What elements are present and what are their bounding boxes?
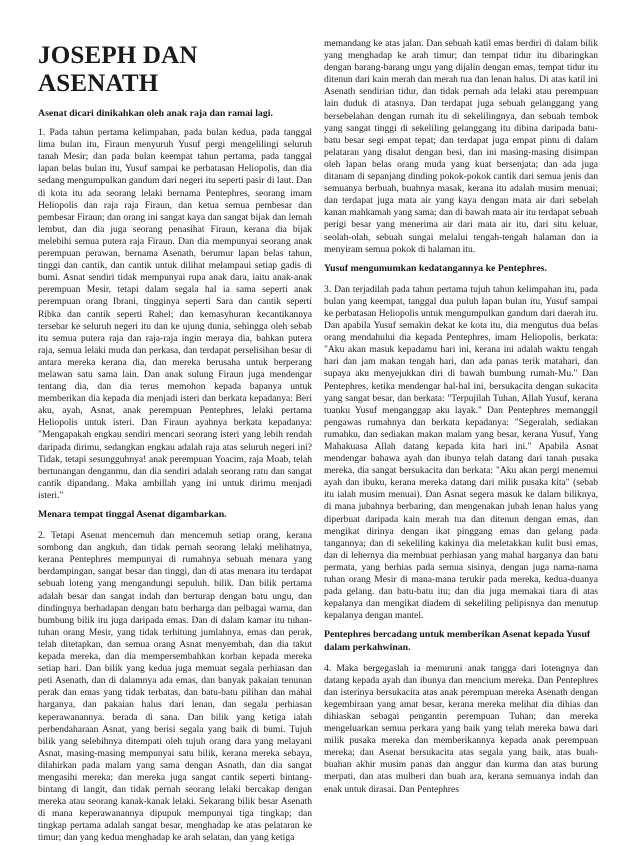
left-column: [38, 38, 312, 844]
paragraph-2-continued: memandang ke atas jalan. Dan sebuah katil emas berdiri di dalam bilik yang menghadap ke arah timur; dan tempat tidur itu dibaringkan dengan barang-barang ungu yang dijalin dengan emas, tempat tidur itu ditenun dari kain merah dan merah tua dan lenan halus. Di atas katil ini Asenath sendirian tidur, dan tidak pernah ada lelaki atau perempuan lain duduk di atasnya. Dan terdapat juga sebuah gelanggang yang bersebelahan dengan rumah itu di sekelilingnya, dan sebuah tembok yang sangat tinggi di sekeliling gelanggang itu dibina daripada batu-batu besar segi empat tepat; dan terdapat juga empat pintu di dalam pelataran yang disalut dengan besi, dan ini masing-masing disimpan oleh lapan belas orang muda yang kuat bersenjata; dan ada juga ditanam di sepanjang dinding pokok-pokok cantik dari semua jenis dan semuanya berbuah, buahnya masak, kerana itu adalah musim menuai; dan terdapat juga mata air yang kaya dengan mata air dari sebelah kanan mahkamah yang sama; dan di bawah mata air itu terdapat sebuah perigi besar yang menerima air dari mata air itu, dari situ keluar, seolah-olah, sebuah sungai melalui tengah-tengah halaman dan ia menyiram semua pokok di halaman itu.: [324, 38, 598, 255]
section-heading-marriage-proposal: Pentephres bercadang untuk memberikan Asenat kepada Yusuf dalam perkahwinan.: [324, 629, 591, 653]
document-subtitle: Asenat dicari dinikahkan oleh anak raja dan ramai lagi.: [38, 108, 273, 119]
section-heading-joseph-announces: Yusuf mengumumkan kedatangannya ke Pentephres.: [324, 262, 547, 274]
paragraph-1: 1. Pada tahun pertama kelimpahan, pada bulan kedua, pada tanggal lima bulan itu, Firaun menyuruh Yusuf pergi mengelilingi seluruh tanah Mesir; dan pada bulan keempat tahun pertama, pada tanggal lapan belas bulan itu, Yusuf sampai ke perbatasan Heliopolis, dan dia sedang mengumpulkan gandum dari negeri itu seperti pasir di laut. Dan di kota itu ada seorang lelaki bernama Pentephres, seorang imam Heliopolis dan raja raja Firaun, dan ketua semua pembesar dan pembesar Firaun; dan orang ini sangat kaya dan sangat bijak dan lemah lembut, dan dia juga seorang penasihat Firaun, kerana dia bijak melebihi semua putera raja Firaun. Dan dia mempunyai seorang anak perempuan perawan, bernama Asenath, berumur lapan belas tahun, tinggi dan cantik, dan cantik untuk dilihat melampaui setiap gadis di bumi. Asnat sendiri tidak mempunyai rupa anak dara, iaitu anak-anak perempuan Mesir, tetapi dalam segala hal ia sama seperti anak perempuan orang Ibrani, tingginya seperti Sara dan cantik seperti Ribka dan cantik seperti Rahel; dan kemasyhuran kecantikannya tersebar ke seluruh negeri itu dan ke ujung dunia, sehingga oleh sebab itu semua putera raja dan raja-raja ingin meraya dia, bahkan putera raja, semua lelaki muda dan perkasa, dan terdapat perselisihan besar di antara mereka kerana dia, dan mereka berusaha untuk berperang melawan satu sama lain. Dan anak sulung Firaun juga mendengar tentang dia, dan dia terus memohon kepada bapanya untuk memberikan dia kepada dia menjadi isteri dan berkata kepadanya: Beri aku, ayah, Asnat, anak perempuan Pentephres, lelaki pertama Heliopolis untuk isteri. Dan Firaun ayahnya berkata kepadanya: "Mengapakah engkau sendiri mencari seorang isteri yang lebih rendah daripada dirimu, sedangkan engkau adalah raja atas seluruh negeri ini? Tidak, tetapi sesungguhnya! anak perempuan Yoacim, raja Moab, telah bertunangan denganmu, dan dia sendiri adalah seorang ratu dan sangat cantik dipandang. Maka ambillah yang ini untuk dirimu menjadi isteri.": [38, 127, 312, 501]
page-title: JOSEPH DAN ASENATH: [38, 42, 198, 97]
right-column: [324, 38, 598, 826]
paragraph-2: 2. Tetapi Asenat mencemuh dan mencemuh setiap orang, kerana sombong dan angkuh, dan tidak pernah seorang lelaki melihatnya, kerana Pentephres mempunyai di rumahnya sebuah menara yang berdampingan, sangat besar dan tinggi, dan di atas menara itu terdapat sebuah loteng yang mengandungi sepuluh. bilik. Dan bilik pertama adalah besar dan sangat indah dan berturap dengan batu ungu, dan dindingnya berhadapan dengan batu berharga dan pelbagai warna, dan bumbung bilik itu juga daripada emas. Dan di dalam kamar itu tuhan-tuhan orang Mesir, yang tidak terhitung jumlahnya, emas dan perak, telah ditetapkan, dan semua orang Asnat menyembah, dan dia takut kepada mereka, dan dia mempersembahkan korban kepada mereka setiap hari. Dan bilik yang kedua juga memuat segala perhiasan dan peti Asenath, dan di dalamnya ada emas, dan banyak pakaian tenunan perak dan emas yang tidak terbatas, dan batu-batu pilihan dan mahal harganya, dan pakaian halus dari lenan, dan segala perhiasan keperawanannya. berada di sana. Dan bilik yang ketiga ialah perbendaharaan Asnat, yang berisi segala yang baik di bumi. Tujuh bilik yang selebihnya ditempati oleh tujuh orang dara yang melayani Asnat, masing-masing mempunyai satu bilik, kerana mereka sebaya, dilahirkan pada malam yang sama dengan Asnath, dan dia sangat mengasihi mereka; dan mereka juga sangat cantik seperti bintang-bintang di langit, dan tidak pernah seorang lelaki bercakap dengan mereka atau seorang kanak-kanak lelaki. Sekarang bilik besar Asenath di mana keperawanannya dipupuk mempunyai tiga tingkap; dan tingkap pertama adalah sangat besar, menghadap ke atas pelataran ke timur; dan yang kedua menghadap ke arah selatan, dan yang ketiga: [38, 530, 312, 844]
paragraph-3: 3. Dan terjadilah pada tahun pertama tujuh tahun kelimpahan itu, pada bulan yang keempat, tanggal dua puluh lapan bulan itu, Yusuf sampai ke perbatasan Heliopolis untuk mengumpulkan gandum dari daerah itu. Dan apabila Yusuf semakin dekat ke kota itu, dia mengutus dua belas orang mendahului dia kepada Pentephres, imam Heliopolis, berkata: "Aku akan masuk kepadamu hari ini, kerana ini adalah waktu tengah hari dan jam makan tengah hari, dan ada panas terik matahari, dan supaya aku menyejukkan diri di bawah bumbung rumah-Mu." Dan Pentephres, ketika mendengar hal-hal ini, bersukacita dengan sukacita yang sangat besar, dan berkata: "Terpujilah Tuhan, Allah Yusuf, kerana tuanku Yusuf menganggap aku layak." Dan Pentephres memanggil pengawas rumahnya dan berkata kepadanya: "Segeralah, sediakan rumahku, dan sediakan makan malam yang besar, kerana Yusuf, Yang Mahakuasa Allah datang kepada kita hari ini." Apabila Asnat mendengar bahawa ayah dan ibunya telah datang dari tanah pusaka mereka, dia sangat bersukacita dan berkata: "Aku akan pergi menemui ayah dan ibuku, kerana mereka datang dari milik pusaka kita" (sebab itu ialah musim menuai). Dan Asnat segera masuk ke dalam biliknya, di mana jubahnya berbaring, dan mengenakan jubah lenan halus yang diperbuat daripada kain merah tua dan ditenun dengan emas, dan mengikat dirinya dengan ikat pinggang emas dan gelang pada tangannya; dan di sekeliling kakinya dia meletakkan kulit busi emas, dan di lehernya dia membuat perhiasan yang mahal harganya dan batu permata, yang berhias pada semua sisinya, dengan juga nama-nama tuhan orang Mesir di mana-mana terukir pada mereka, kedua-duanya pada gelang. dan batu-batu itu; dan dia juga memakai tiara di atas kepalanya dan mengikat diadem di sekeliling pelipisnya dan menutup kepalanya dengan mantel.: [324, 283, 598, 622]
section-heading-tower: Menara tempat tinggal Asenat digambarkan.: [38, 509, 227, 520]
paragraph-4: 4. Maka bergegaslah ia menuruni anak tangga dari lotengnya dan datang kepada ayah dan ibunya dan mencium mereka. Dan Pentephres dan isterinya bersukacita atas anak perempuan mereka Asenath dengan kegembiraan yang amat besar, kerana mereka melihat dia dihias dan dihiaskan sebagai pengantin perempuan Tuhan; dan mereka mengeluarkan semua perkara yang baik yang telah mereka bawa dari milik pusaka mereka dan memberikannya kepada anak perempuan mereka; dan Asenat bersukacita atas segala yang baik, atas buah-buahan akhir musim panas dan anggur dan kurma dan atas burung merpati, dan atas mulberi dan buah ara, kerana semuanya indah dan enak untuk dirasai. Dan Pentephres: [324, 662, 598, 795]
